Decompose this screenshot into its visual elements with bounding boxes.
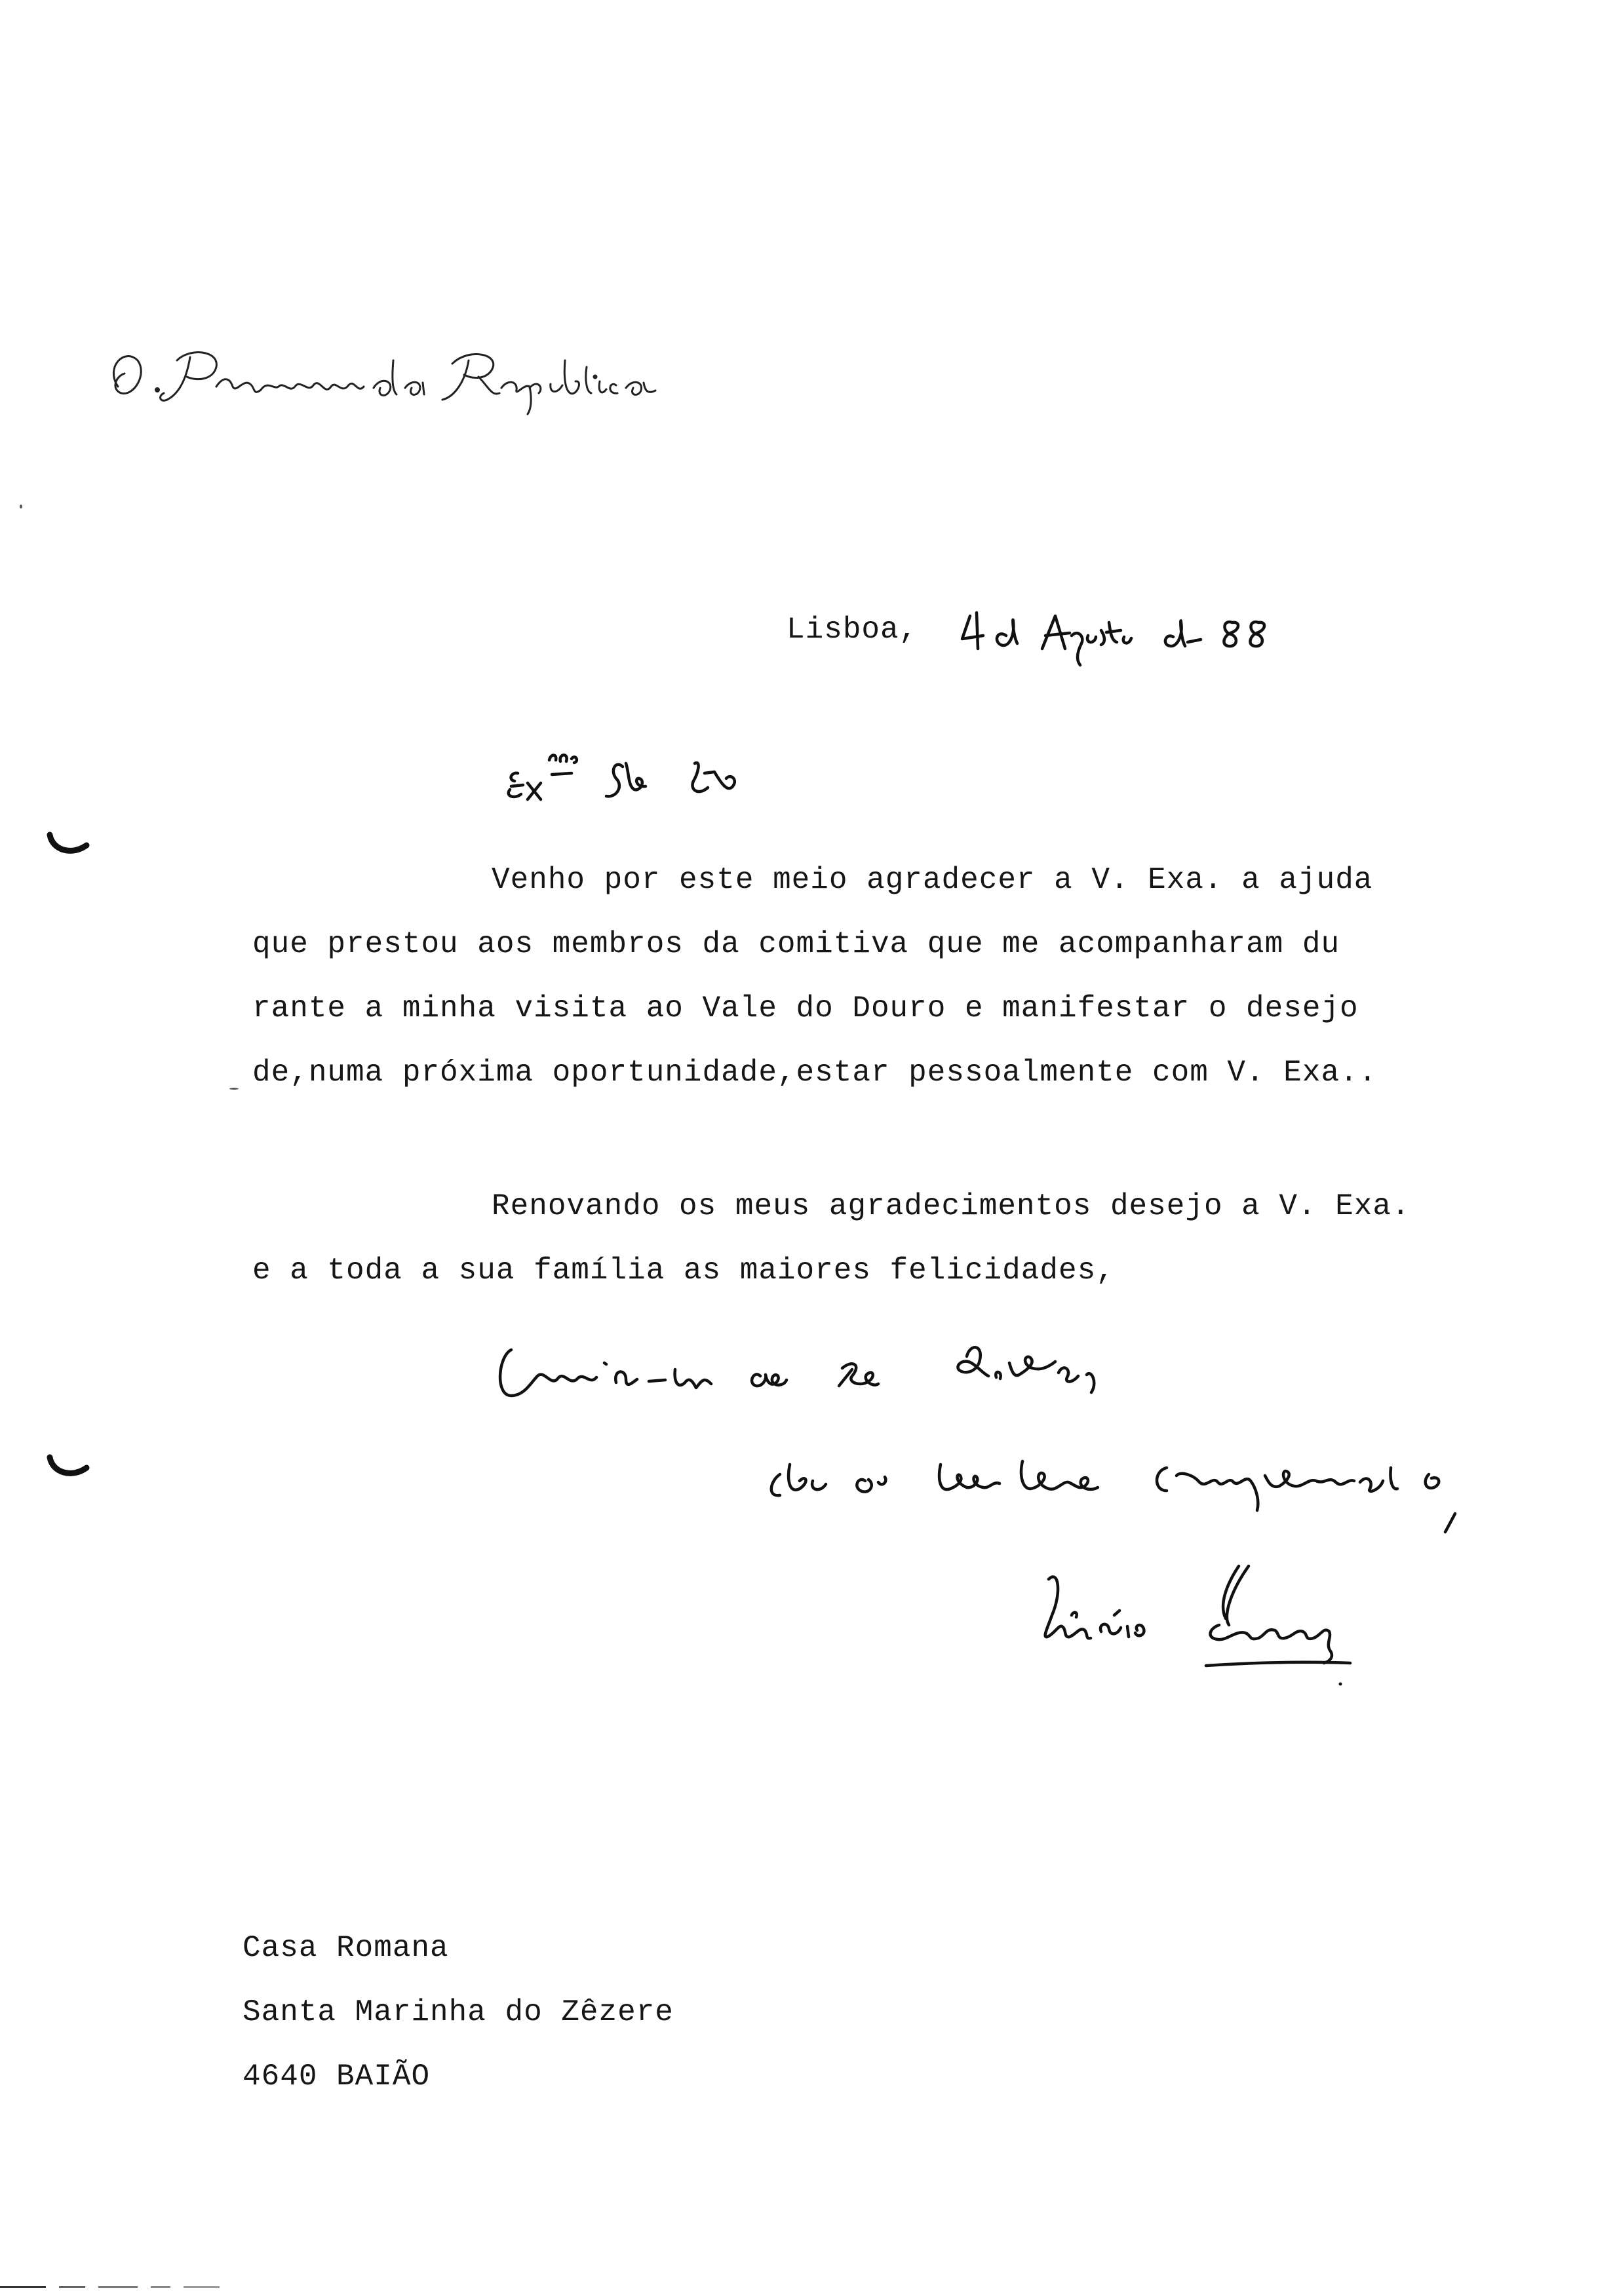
- scan-speck: [20, 505, 22, 508]
- punch-hole-mark-upper: [46, 831, 92, 857]
- address-line3: 4640 BAIÃO: [243, 2059, 431, 2094]
- punch-hole-mark-lower: [46, 1453, 92, 1480]
- scan-edge-artifact: [0, 2286, 236, 2289]
- handwritten-closing-line2: [760, 1435, 1547, 1553]
- body-p1-line4: de,numa próxima oportunidade,estar pessoalmente com V. Exa..: [252, 1056, 1378, 1090]
- handwritten-closing-line1: [485, 1324, 1154, 1422]
- letterhead-script: [98, 341, 688, 419]
- body-p1-line1: Venho por este meio agradecer a V. Exa. a ajuda: [492, 863, 1373, 897]
- handwritten-signature: [1022, 1553, 1390, 1704]
- body-p1-line3: rante a minha visita ao Vale do Douro e manifestar o desejo: [252, 991, 1359, 1025]
- body-p1-line2: que prestou aos membros da comitiva que me acompanharam du: [252, 927, 1340, 961]
- body-p2-line2: e a toda a sua família as maiores felicidades,: [252, 1253, 1115, 1288]
- scan-speck: [229, 1088, 239, 1090]
- address-line1: Casa Romana: [243, 1931, 449, 1965]
- address-line2: Santa Marinha do Zêzere: [243, 1995, 674, 2029]
- body-p2-line1: Renovando os meus agradecimentos desejo a V. Exa.: [492, 1189, 1411, 1223]
- handwritten-date: [957, 596, 1376, 668]
- dateline-place: Lisboa,: [787, 613, 918, 647]
- handwritten-salutation: [498, 734, 813, 819]
